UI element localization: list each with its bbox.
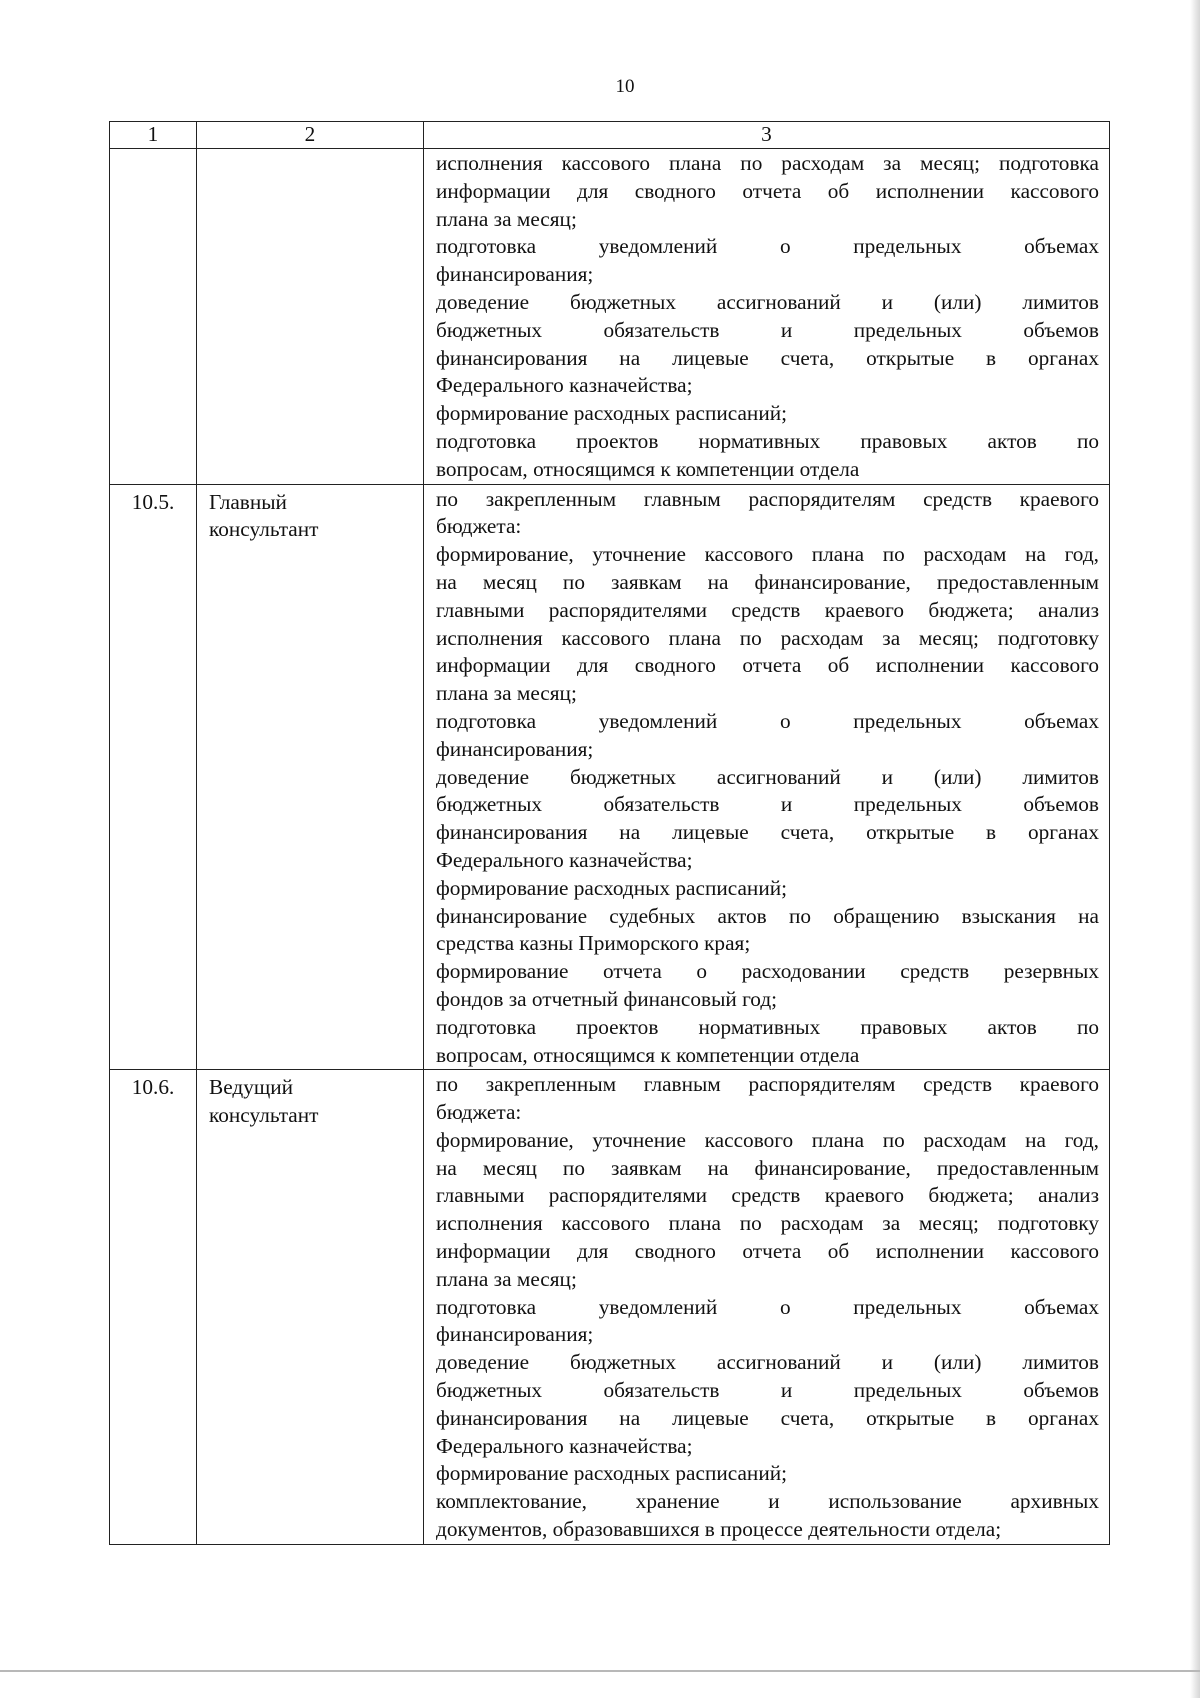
- duty-line: на месяц по заявкам на финансирование, предоставленным: [436, 569, 1099, 594]
- column-header-number: 1: [110, 122, 197, 149]
- position-line: Главный: [209, 489, 287, 514]
- duty-line: исполнения кассового плана по расходам за месяц; подготовка: [436, 151, 1099, 175]
- duty-line: информации для сводного отчета об исполнении кассового: [436, 1239, 1099, 1264]
- duty-line: финансирования;: [436, 736, 594, 761]
- duty-line: информации для сводного отчета об исполнении кассового: [436, 653, 1099, 678]
- duty-line: бюджетных обязательств и предельных объемов: [436, 317, 1099, 342]
- duty-line: бюджета:: [436, 1100, 522, 1125]
- duty-line: бюджетных обязательств и предельных объемов: [436, 792, 1099, 817]
- duty-line: вопросам, относящимся к компетенции отдела: [436, 1042, 860, 1067]
- duty-line: подготовка проектов нормативных правовых актов по: [436, 428, 1099, 453]
- duty-line: плана за месяц;: [436, 1266, 577, 1291]
- duty-line: формирование отчета о расходовании средств резервных: [436, 959, 1099, 984]
- duty-line: бюджета:: [436, 514, 522, 539]
- duty-line: фондов за отчетный финансовый год;: [436, 986, 778, 1011]
- position-line: Ведущий: [209, 1075, 294, 1100]
- table-row-10-6: [110, 1070, 1110, 1545]
- duty-line: бюджетных обязательств и предельных объемов: [436, 1378, 1099, 1403]
- row-number: 10.5.: [110, 484, 197, 1070]
- column-header-duties: 3: [424, 122, 1110, 149]
- scan-bottom-line: [0, 1670, 1200, 1672]
- column-header-position: 2: [197, 122, 424, 149]
- duty-line: финансирования на лицевые счета, открытые в органах: [436, 820, 1099, 845]
- duty-line: информации для сводного отчета об исполнении кассового: [436, 178, 1099, 203]
- duty-line: финансирования на лицевые счета, открытые в органах: [436, 1405, 1099, 1430]
- duty-line: формирование расходных расписаний;: [436, 875, 788, 900]
- duty-line: исполнения кассового плана по расходам за месяц; подготовку: [436, 1211, 1099, 1236]
- duty-line: формирование расходных расписаний;: [436, 1461, 788, 1486]
- position-line: консультант: [209, 517, 319, 542]
- duty-line: по закрепленным главным распорядителям средств краевого: [436, 1072, 1099, 1097]
- duty-line: Федерального казначейства;: [436, 373, 693, 398]
- scan-edge-shadow: [1190, 0, 1200, 1698]
- duty-line: главными распорядителями средств краевого бюджета; анализ: [436, 597, 1099, 622]
- duties-cell: [424, 484, 1110, 1070]
- table-row-10-5: [110, 484, 1110, 1070]
- duty-line: формирование, уточнение кассового плана по расходам на год,: [436, 542, 1099, 567]
- duties-cell: [424, 149, 1110, 485]
- duty-line: плана за месяц;: [436, 681, 577, 706]
- position-title: [197, 149, 424, 485]
- duty-line: финансирования;: [436, 262, 594, 287]
- duty-line: формирование расходных расписаний;: [436, 401, 788, 426]
- duty-line: средства казны Приморского края;: [436, 931, 751, 956]
- duty-line: плана за месяц;: [436, 206, 577, 231]
- duty-line: подготовка уведомлений о предельных объемах: [436, 1294, 1099, 1319]
- duty-line: Федерального казначейства;: [436, 1433, 693, 1458]
- duty-line: формирование, уточнение кассового плана по расходам на год,: [436, 1127, 1099, 1152]
- duty-line: Федерального казначейства;: [436, 847, 693, 872]
- duties-cell: [424, 1070, 1110, 1545]
- position-title: [197, 484, 424, 1070]
- duty-line: вопросам, относящимся к компетенции отдела: [436, 456, 860, 481]
- duty-line: финансирования на лицевые счета, открытые в органах: [436, 345, 1099, 370]
- duty-line: финансирование судебных актов по обращению взыскания на: [436, 903, 1099, 928]
- duty-line: на месяц по заявкам на финансирование, предоставленным: [436, 1155, 1099, 1180]
- duty-line: документов, образовавшихся в процессе деятельности отдела;: [436, 1517, 1002, 1542]
- duty-line: финансирования;: [436, 1322, 594, 1347]
- table-header-row: [110, 122, 1110, 149]
- duty-line: доведение бюджетных ассигнований и (или) лимитов: [436, 764, 1099, 789]
- duty-line: главными распорядителями средств краевого бюджета; анализ: [436, 1183, 1099, 1208]
- duty-line: комплектование, хранение и использование архивных: [436, 1489, 1099, 1514]
- page-number: 10: [615, 76, 635, 97]
- table-row-continuation: [110, 149, 1110, 485]
- position-title: [197, 1070, 424, 1545]
- duty-line: подготовка уведомлений о предельных объемах: [436, 234, 1099, 259]
- duty-line: по закрепленным главным распорядителям средств краевого: [436, 486, 1099, 511]
- duty-line: подготовка проектов нормативных правовых актов по: [436, 1014, 1099, 1039]
- row-number: [110, 149, 197, 485]
- row-number: 10.6.: [110, 1070, 197, 1545]
- duty-line: доведение бюджетных ассигнований и (или) лимитов: [436, 1350, 1099, 1375]
- staff-duties-table: [109, 121, 1110, 1545]
- position-line: консультант: [209, 1103, 319, 1128]
- duty-line: исполнения кассового плана по расходам за месяц; подготовку: [436, 625, 1099, 650]
- duty-line: доведение бюджетных ассигнований и (или) лимитов: [436, 289, 1099, 314]
- duty-line: подготовка уведомлений о предельных объемах: [436, 708, 1099, 733]
